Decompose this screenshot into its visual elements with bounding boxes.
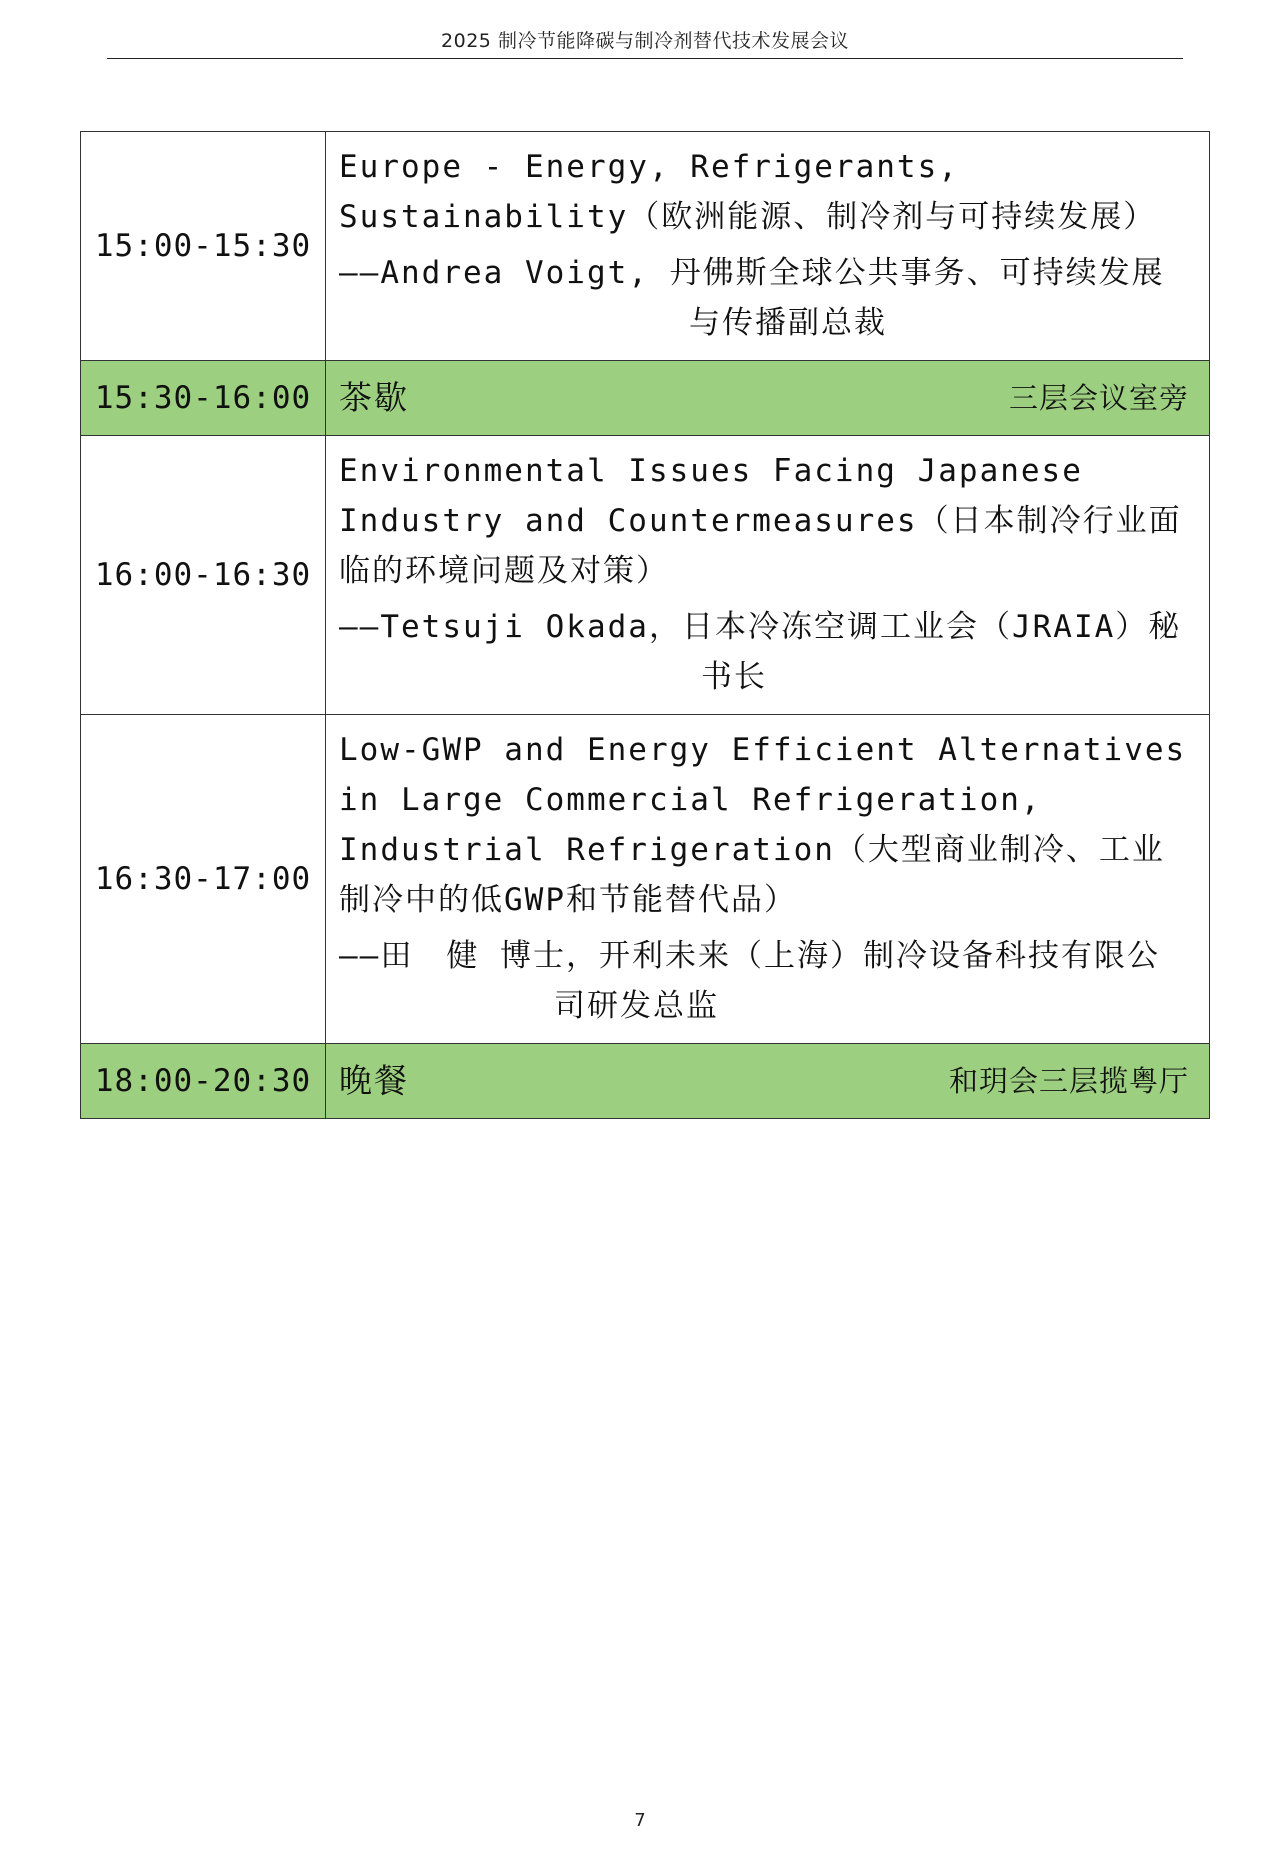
break-content [326, 361, 1210, 436]
break-time: 15:30-16:00 [81, 361, 326, 436]
agenda-table [80, 131, 1210, 1119]
agenda-row [81, 715, 1210, 1044]
talk-title: Low-GWP and Energy Efficient Alternatives in Large Commercial Refrigeration, Industrial Refrigeration（大型商业制冷、工业制冷中的低GWP和节能替代品） [339, 732, 1187, 918]
break-location: 三层会议室旁 [1008, 381, 1189, 415]
header-divider [107, 58, 1183, 59]
break-row-dinner [81, 1044, 1210, 1119]
talk-title: Europe - Energy, Refrigerants, Sustainability（欧洲能源、制冷剂与可持续发展） [339, 149, 1157, 235]
agenda-content [326, 436, 1210, 715]
speaker-info: ——Tetsuji Okada，日本冷冻空调工业会（JRAIA）秘书长 [339, 609, 1182, 695]
agenda-row [81, 132, 1210, 361]
agenda-time: 16:30-17:00 [81, 715, 326, 1044]
break-content [326, 1044, 1210, 1119]
page-number: 7 [634, 1810, 646, 1831]
agenda-row [81, 436, 1210, 715]
break-label: 茶歇 [339, 378, 409, 417]
break-row-tea [81, 361, 1210, 436]
agenda-time: 15:00-15:30 [81, 132, 326, 361]
speaker-info: ——田 健 博士，开利未来（上海）制冷设备科技有限公司研发总监 [339, 938, 1160, 1024]
break-label: 晚餐 [339, 1061, 409, 1100]
break-time: 18:00-20:30 [81, 1044, 326, 1119]
agenda-time: 16:00-16:30 [81, 436, 326, 715]
talk-title: Environmental Issues Facing Japanese Industry and Countermeasures（日本制冷行业面临的环境问题及对策） [339, 453, 1182, 589]
agenda-content [326, 715, 1210, 1044]
agenda-content [326, 132, 1210, 361]
break-location: 和玥会三层揽粤厅 [948, 1064, 1189, 1098]
page-header-title: 2025 制冷节能降碳与制冷剂替代技术发展会议 [441, 30, 849, 52]
speaker-info: ——Andrea Voigt, 丹佛斯全球公共事务、可持续发展与传播副总裁 [339, 255, 1165, 341]
